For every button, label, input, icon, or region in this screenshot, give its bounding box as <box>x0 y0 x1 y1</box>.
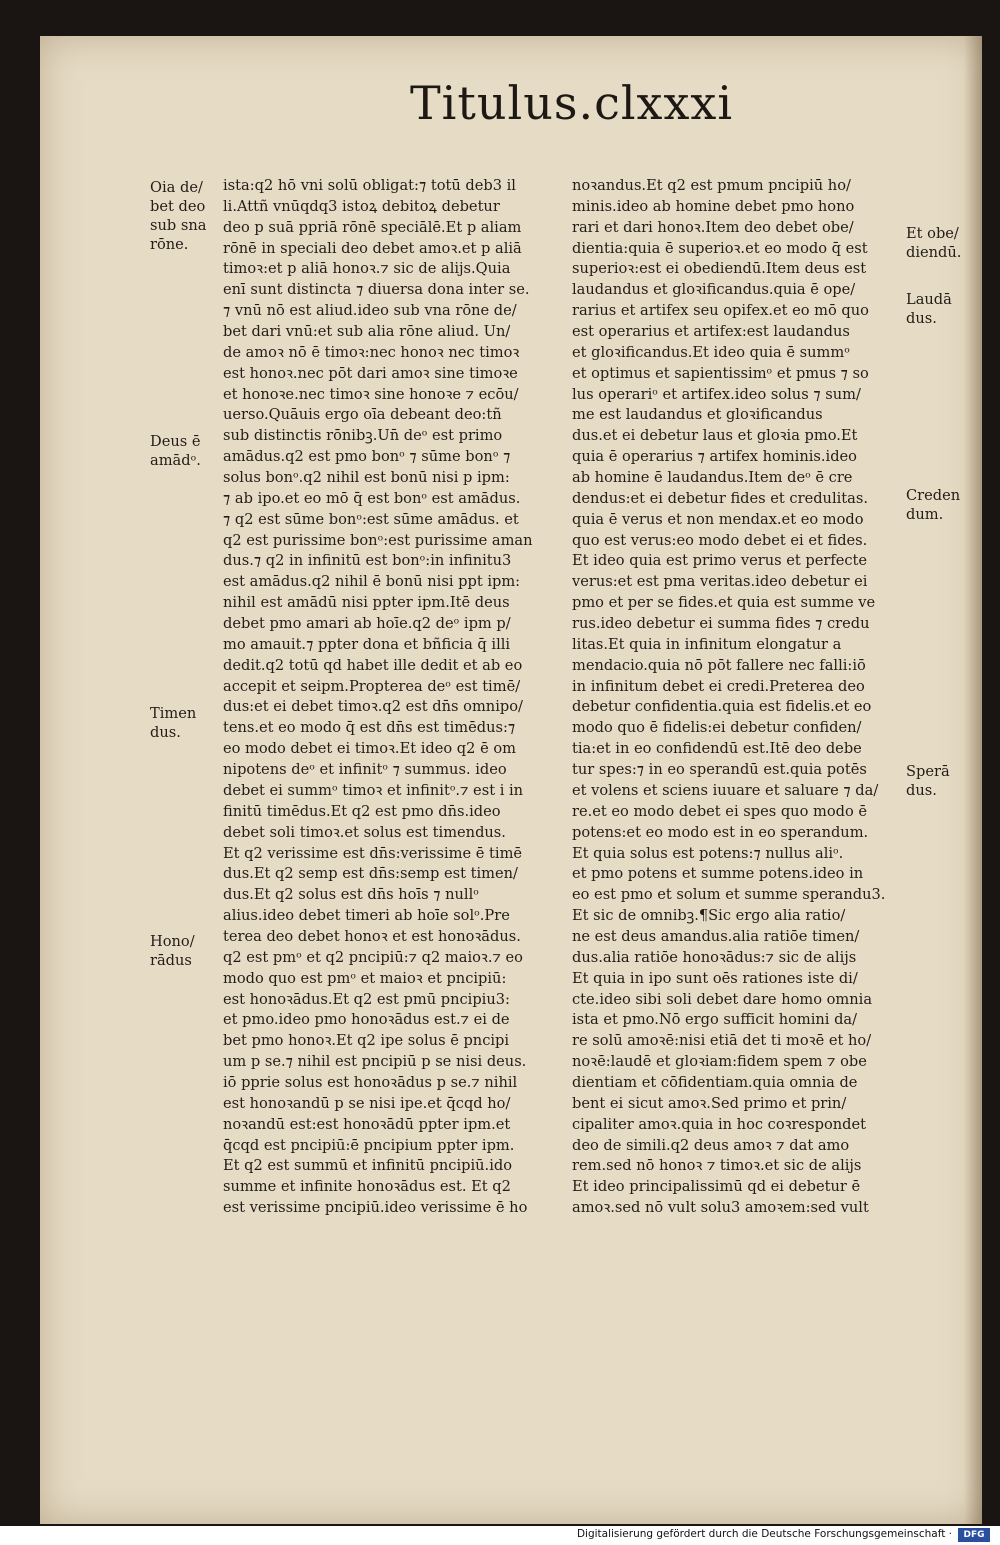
text-line: deo p suā ppriā rōnē speciālē.Et p aliam <box>223 218 522 236</box>
manuscript-page <box>40 36 982 1524</box>
text-line: de amoꝛ nō ē timoꝛ:nec honoꝛ nec timoꝛ <box>223 343 520 361</box>
margin-note-right-3 <box>906 486 960 524</box>
margin-note-line: dus. <box>150 724 181 741</box>
text-line: Et ideo quia est primo verus et perfecte <box>572 552 868 570</box>
margin-note-line: Oia de/ <box>150 179 203 196</box>
text-line: lus operariᵒ et artifex.ideo solus ⁊ sum/ <box>572 385 861 403</box>
text-line: alius.ideo debet timeri ab hoīe solᵒ.Pre <box>223 907 510 925</box>
text-line: eo est pmo et solum et summe sperandu3. <box>572 886 886 904</box>
text-line: et volens et sciens iuuare et saluare ⁊ da/ <box>572 781 879 799</box>
text-line: bet pmo honoꝛ.Et q2 ipe solus ē pncipi <box>223 1032 510 1050</box>
text-line: est verissime pncipiū.ideo verissime ē ho <box>223 1199 528 1217</box>
margin-note-line: rōne. <box>150 236 189 253</box>
text-line: est amādus.q2 nihil ē bonū nisi ppt ipm: <box>223 573 521 591</box>
text-line: tens.et eo modo q̄ est dn̄s est timēdus:⁊ <box>223 719 516 737</box>
text-line: q2 est pmᵒ et q2 pncipiū:⁊ q2 maioꝛ.⁊ eo <box>223 948 523 966</box>
margin-note-right-4 <box>906 762 950 800</box>
margin-note-line: Deus ē <box>150 433 201 450</box>
margin-note-line: Laudā <box>906 291 952 308</box>
text-line: bet dari vnū:et sub alia rōne aliud. Un/ <box>223 323 511 341</box>
text-line: rōnē in speciali deo debet amoꝛ.et p aliā <box>223 239 522 257</box>
margin-note-right-1 <box>906 224 961 262</box>
text-line: sub distinctis rōnibꝫ.Un̄ deᵒ est primo <box>223 427 503 445</box>
text-line: timoꝛ:et p aliā honoꝛ.⁊ sic de alijs.Quia <box>223 260 511 278</box>
text-line: dus:et ei debet timoꝛ.q2 est dn̄s omnipo/ <box>223 698 523 716</box>
margin-note-line: bet deo <box>150 198 206 215</box>
text-line: tur spes:⁊ in eo sperandū est.quia potēs <box>572 761 867 779</box>
text-line: dus.⁊ q2 in infinitū est bonᵒ:in infinitu3 <box>223 552 512 570</box>
text-line: uerso.Quāuis ergo oīa debeant deo:tñ <box>223 406 502 424</box>
margin-note-left-4 <box>150 932 195 970</box>
text-line: ne est deus amandus.alia ratiōe timen/ <box>572 927 860 945</box>
text-line: eo modo debet ei timoꝛ.Et ideo q2 ē om <box>223 740 516 758</box>
text-line: modo quo est pmᵒ et maioꝛ et pncipiū: <box>223 969 507 987</box>
text-line: nihil est amādū nisi ppter ipm.Itē deus <box>223 594 510 612</box>
text-line: rem.sed nō honoꝛ ⁊ timoꝛ.et sic de alijs <box>572 1157 862 1175</box>
margin-note-line: Creden <box>906 487 961 504</box>
page-title: Titulus.clxxxi <box>410 76 734 130</box>
text-line: est operarius et artifex:est laudandus <box>572 323 850 341</box>
text-line: quo est verus:eo modo debet ei et fides. <box>572 531 868 549</box>
margin-note-line: Hono/ <box>150 933 195 950</box>
text-line: noꝛandus.Et q2 est pmum pncipiū ho/ <box>572 177 851 194</box>
text-line: mendacio.quia nō pōt fallere nec falli:iō <box>572 656 866 674</box>
text-line: et pmo potens et summe potens.ideo in <box>572 865 864 883</box>
text-line: um p se.⁊ nihil est pncipiū p se nisi deus. <box>223 1053 527 1071</box>
text-line: re solū amoꝛē:nisi etiā det ti moꝛē et ho/ <box>572 1032 872 1050</box>
text-line: quia ē verus et non mendax.et eo modo <box>572 510 864 528</box>
margin-note-line: dus. <box>906 310 937 327</box>
text-line: laudandus et gloꝛificandus.quia ē ope/ <box>572 281 856 299</box>
text-line: cte.ideo sibi soli debet dare homo omnia <box>572 990 873 1008</box>
text-line: ⁊ q2 est sūme bonᵒ:est sūme amādus. et <box>223 510 519 528</box>
text-line: et honoꝛe.nec timoꝛ sine honoꝛe ⁊ ecōu/ <box>223 385 519 403</box>
text-line: dus.et ei debetur laus et gloꝛia pmo.Et <box>572 427 858 445</box>
text-line: ista et pmo.Nō ergo sufficit homini da/ <box>572 1011 858 1029</box>
margin-note-line: dus. <box>906 782 937 799</box>
margin-note-line: dum. <box>906 506 944 523</box>
text-line: et pmo.ideo pmo honoꝛādus est.⁊ ei de <box>223 1011 510 1029</box>
text-line: ⁊ ab ipo.et eo mō q̄ est bonᵒ est amādus. <box>223 489 521 507</box>
page-edge-shadow <box>964 36 982 1524</box>
text-line: dientia:quia ē superioꝛ.et eo modo q̄ est <box>572 239 868 257</box>
text-line: verus:et est pma veritas.ideo debetur ei <box>572 573 868 591</box>
text-line: amādus.q2 est pmo bonᵒ ⁊ sūme bonᵒ ⁊ <box>223 448 511 466</box>
text-line: dus.alia ratiōe honoꝛādus:⁊ sic de alijs <box>572 948 857 966</box>
text-line: summe et infinite honoꝛādus est. Et q2 <box>223 1178 511 1196</box>
text-line: Et q2 est summū et infinitū pncipiū.ido <box>223 1157 512 1175</box>
text-line: minis.ideo ab homine debet pmo hono <box>572 197 855 215</box>
left-text-column <box>223 176 555 1219</box>
margin-note-line: Timen <box>150 705 197 722</box>
text-line: Et quia in ipo sunt oēs rationes iste di/ <box>572 969 858 987</box>
text-line: solus bonᵒ.q2 nihil est bonū nisi p ipm: <box>223 469 510 487</box>
margin-note-line: amādᵒ. <box>150 452 201 469</box>
text-line: et gloꝛificandus.Et ideo quia ē summᵒ <box>572 343 850 361</box>
text-line: q2 est purissime bonᵒ:est purissime aman <box>223 531 533 549</box>
text-line: in infinitum debet ei credi.Preterea deo <box>572 677 865 695</box>
text-line: enī sunt distincta ⁊ diuersa dona inter se. <box>223 281 530 299</box>
text-line: dus.Et q2 solus est dn̄s hoīs ⁊ nullᵒ <box>223 886 479 904</box>
footer-bar <box>0 1526 1000 1545</box>
text-line: dedit.q2 totū qd habet ille dedit et ab eo <box>223 656 523 674</box>
text-line: iō pprie solus est honoꝛādus p se.⁊ nihil <box>223 1073 518 1091</box>
text-line: Et quia solus est potens:⁊ nullus aliᵒ. <box>572 844 844 862</box>
text-line: noꝛandū est:est honoꝛādū ppter ipm.et <box>223 1115 511 1133</box>
text-line: Et ideo principalissimū qd ei debetur ē <box>572 1178 861 1196</box>
text-line: rus.ideo debetur ei summa fides ⁊ credu <box>572 615 870 633</box>
margin-note-right-2 <box>906 290 952 328</box>
margin-note-line: Et obe/ <box>906 225 959 242</box>
text-line: debetur confidentia.quia est fidelis.et eo <box>572 698 872 716</box>
text-line: et optimus et sapientissimᵒ et pmus ⁊ so <box>572 364 869 382</box>
text-line: superioꝛ:est ei obediendū.Item deus est <box>572 260 867 278</box>
text-line: mo amauit.⁊ ppter dona et bñficia q̄ illi <box>223 635 511 653</box>
text-line: me est laudandus et gloꝛificandus <box>572 406 823 424</box>
text-line: finitū timēdus.Et q2 est pmo dn̄s.ideo <box>223 802 501 820</box>
text-line: est honoꝛ.nec pōt dari amoꝛ sine timoꝛe <box>223 364 518 382</box>
text-line: potens:et eo modo est in eo sperandum. <box>572 823 869 841</box>
margin-note-left-3 <box>150 704 196 742</box>
text-line: accepit et seipm.Propterea deᵒ est timē/ <box>223 677 521 695</box>
text-line: rari et dari honoꝛ.Item deo debet obe/ <box>572 218 854 236</box>
text-line: dus.Et q2 semp est dn̄s:semp est timen/ <box>223 865 518 883</box>
margin-note-line: Sperā <box>906 763 950 780</box>
margin-note-left-2 <box>150 432 201 470</box>
text-line: est honoꝛandū p se nisi ipe.et q̄cqd ho/ <box>223 1094 511 1112</box>
text-line: ab homine ē laudandus.Item deᵒ ē cre <box>572 469 853 487</box>
text-line: nipotens deᵒ et infinitᵒ ⁊ summus. ideo <box>223 761 507 779</box>
text-line: Et sic de omnibꝫ.¶Sic ergo alia ratio/ <box>572 907 846 925</box>
text-line: litas.Et quia in infinitum elongatur a <box>572 635 842 653</box>
text-line: dientiam et cōfidentiam.quia omnia de <box>572 1073 858 1091</box>
funding-credit: Digitalisierung gefördert durch die Deutsche Forschungsgemeinschaft · <box>576 1528 952 1540</box>
right-text-column <box>572 176 902 1219</box>
margin-note-left-1 <box>150 178 206 254</box>
text-line: pmo et per se fides.et quia est summe ve <box>572 594 876 612</box>
margin-note-line: diendū. <box>906 244 962 261</box>
text-line: ista:q2 hō vni solū obligat:⁊ totū deb3 il <box>223 177 516 194</box>
text-line: li.Attñ vnūqdq3 istoꝝ debitoꝝ debetur <box>223 197 500 215</box>
text-line: quia ē operarius ⁊ artifex hominis.ideo <box>572 448 857 466</box>
text-line: terea deo debet honoꝛ et est honoꝛādus. <box>223 927 521 945</box>
text-line: debet ei summᵒ timoꝛ et infinitᵒ.⁊ est i in <box>223 781 524 799</box>
dfg-logo: DFG <box>958 1528 990 1542</box>
text-line: debet soli timoꝛ.et solus est timendus. <box>223 823 506 841</box>
text-line: dendus:et ei debetur fides et credulitas. <box>572 489 868 507</box>
text-line: bent ei sicut amoꝛ.Sed primo et prin/ <box>572 1094 847 1112</box>
text-line: q̄cqd est pncipiū:ē pncipium ppter ipm. <box>223 1136 515 1154</box>
text-line: modo quo ē fidelis:ei debetur confiden/ <box>572 719 862 737</box>
text-line: rarius et artifex seu opifex.et eo mō quo <box>572 302 869 320</box>
text-line: re.et eo modo debet ei spes quo modo ē <box>572 802 868 820</box>
text-line: cipaliter amoꝛ.quia in hoc coꝛrespondet <box>572 1115 867 1133</box>
text-line: tia:et in eo confidendū est.Itē deo debe <box>572 740 862 758</box>
text-line: ⁊ vnū nō est aliud.ideo sub vna rōne de/ <box>223 302 517 320</box>
text-line: noꝛē:laudē et gloꝛiam:fidem spem ⁊ obe <box>572 1053 867 1071</box>
text-line: Et q2 verissime est dn̄s:verissime ē timē <box>223 844 523 862</box>
margin-note-line: sub sna <box>150 217 207 234</box>
text-line: debet pmo amari ab hoīe.q2 deᵒ ipm p/ <box>223 615 511 633</box>
text-line: deo de simili.q2 deus amoꝛ ⁊ dat amo <box>572 1136 850 1154</box>
text-line: est honoꝛādus.Et q2 est pmū pncipiu3: <box>223 990 510 1008</box>
text-line: amoꝛ.sed nō vult solu3 amoꝛem:sed vult <box>572 1199 869 1217</box>
margin-note-line: rādus <box>150 952 192 969</box>
